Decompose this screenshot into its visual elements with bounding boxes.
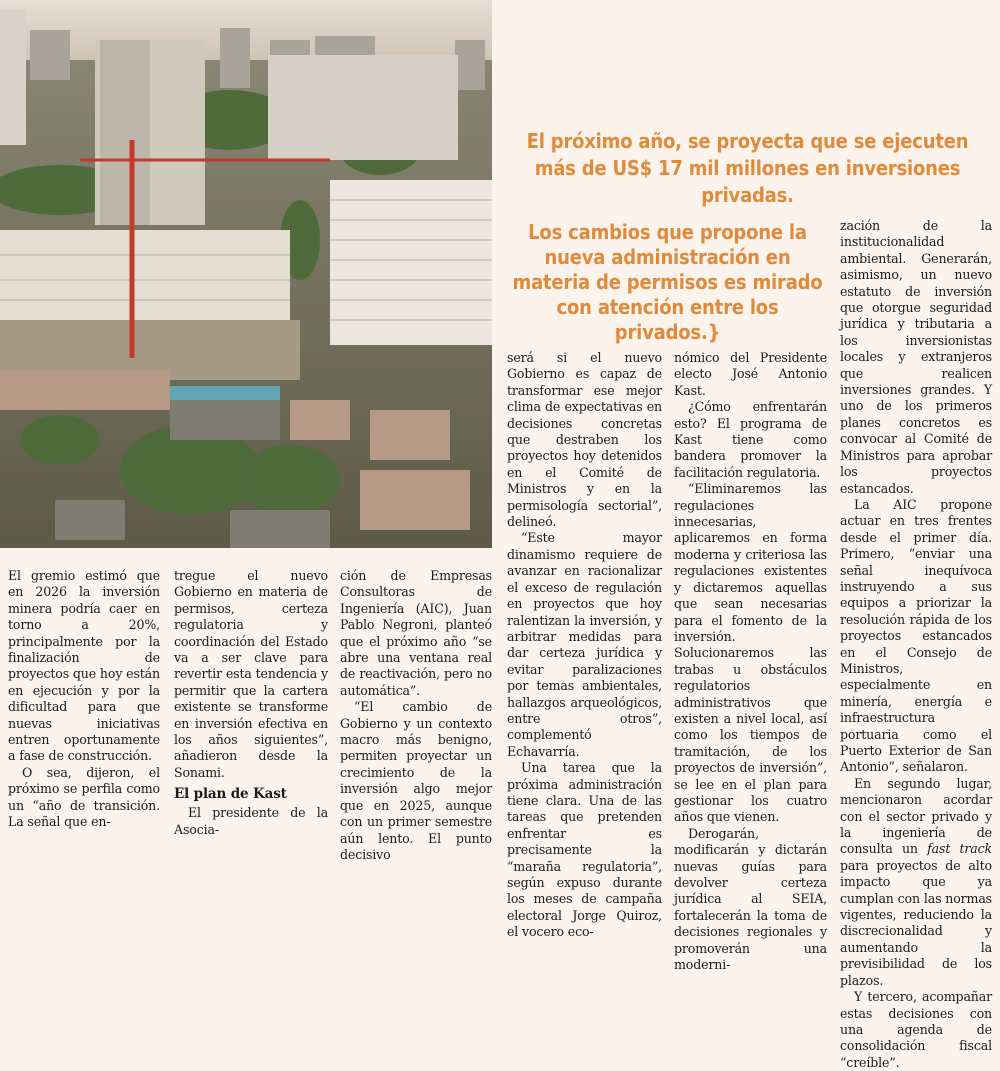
paragraph-text: para proyectos de alto impacto que ya cumplan con las normas vigentes, reduciendo la discrecionalidad y aumentando la previsibilidad de los plazos. <box>840 857 992 988</box>
paragraph: “Eliminaremos las regulaciones innecesarias, aplicaremos en forma moderna y criteriosa las regulaciones existentes y dictaremos aquellas que sean necesarias para el fomento de la inversión. Solucionaremos las trabas u obstáculos regulatorios administrativos que existen a nivel local, así como los tiempos de tramitación, de los proyectos de inversión”, se lee en el plan para gestionar los cuatro años que vienen. <box>674 481 827 825</box>
paragraph: El gremio estimó que en 2026 la inversión minera podría caer en torno a 20%, principalmente por la finalización de proyectos que hoy están en ejecución y por la dificultad para que nuevas iniciativas entren oportunamente a fase de construcción. <box>8 568 160 764</box>
paragraph: será si el nuevo Gobierno es capaz de transformar ese mejor clima de expectativas en decisiones concretas que destraben los proyectos hoy detenidos en el Comité de Ministros y en la permisología sectorial”, delineó. <box>507 350 662 530</box>
paragraph: “Este mayor dinamismo requiere de avanzar en racionalizar el exceso de regulación en proyectos que hoy ralentizan la inversión, y arbitrar medidas para dar certeza jurídica y evitar paralizaciones por temas ambientales, hallazgos arqueológicos, entre otros”, complementó Echavarría. <box>507 530 662 759</box>
paragraph: La AIC propone actuar en tres frentes desde el primer día. Primero, “enviar una señal inequívoca instruyendo a sus equipos a priorizar la resolución rápida de los proyectos estancados en el Consejo de Ministros, especialmente en minería, energía e infraestructura portuaria como el Puerto Exterior de San Antonio”, señalaron. <box>840 496 992 775</box>
article-column-3 <box>340 568 492 863</box>
paragraph: Derogarán, modificarán y dictarán nuevas guías para devolver certeza jurídica al SEIA, fortalecerán la toma de decisiones regionales y promoverán una moderni- <box>674 825 827 973</box>
paragraph: ción de Empresas Consultoras de Ingeniería (AIC), Juan Pablo Negroni, planteó que el próximo año “se abre una ventana real de reactivación, pero no automática”. <box>340 568 492 698</box>
article-column-2 <box>174 568 328 838</box>
article-column-4 <box>507 350 662 941</box>
paragraph: zación de la institucionalidad ambiental. Generarán, asimismo, un nuevo estatuto de inversión que otorgue seguridad jurídica y tributaria a los inversionistas locales y extranjeros que realicen inversiones grandes. Y uno de los primeros planes concretos es convocar al Comité de Ministros para aprobar los proyectos estancados. <box>840 218 992 496</box>
paragraph: “El cambio de Gobierno y un contexto macro más benigno, permiten proyectar un crecimiento de la inversión algo mejor que en 2025, aunque con un primer semestre aún lento. El punto decisivo <box>340 699 492 862</box>
paragraph: tregue el nuevo Gobierno en materia de permisos, certeza regulatoria y coordinación del Estado va a ser clave para revertir esta tendencia y permitir que la cartera existente se transforme en inversión efectiva en los años siguientes”, añadieron desde la Sonami. <box>174 568 328 780</box>
paragraph: Y tercero, acompañar estas decisiones con una agenda de consolidación fiscal “creíble”. <box>840 989 992 1070</box>
paragraph: El presidente de la Asocia- <box>174 805 328 837</box>
pull-quote-investment: El próximo año, se proyecta que se ejecuten más de US$ 17 mil millones en inversiones privadas. <box>526 129 969 207</box>
paragraph-text: En segundo lugar, mencionaron acordar con el sector privado y la ingeniería de consulta un <box>840 775 992 857</box>
paragraph: nómico del Presidente electo José Antonio Kast. <box>674 350 827 398</box>
article-column-6 <box>840 218 992 1071</box>
city-skyline-photo <box>0 0 492 548</box>
paragraph: O sea, dijeron, el próximo se perfila como un “año de transición. La señal que en- <box>8 764 160 830</box>
article-column-5 <box>674 350 827 973</box>
section-heading: El plan de Kast <box>174 786 287 803</box>
paragraph: ¿Cómo enfrentarán esto? El programa de Kast tiene como bandera promover la facilitación regulatoria. <box>674 399 827 480</box>
pull-quote-permits: Los cambios que propone la nueva administración en materia de permisos es mirado con atención entre los privados.} <box>512 220 823 344</box>
article-column-1 <box>8 568 160 831</box>
fast-track-term: fast track <box>927 841 992 857</box>
paragraph <box>840 776 992 989</box>
paragraph: Una tarea que la próxima administración tiene clara. Una de las tareas que pretenden enfrentar es precisamente la “maraña regulatoria”, según expuso durante los meses de campaña electoral Jorge Quiroz, el vocero eco- <box>507 760 662 940</box>
